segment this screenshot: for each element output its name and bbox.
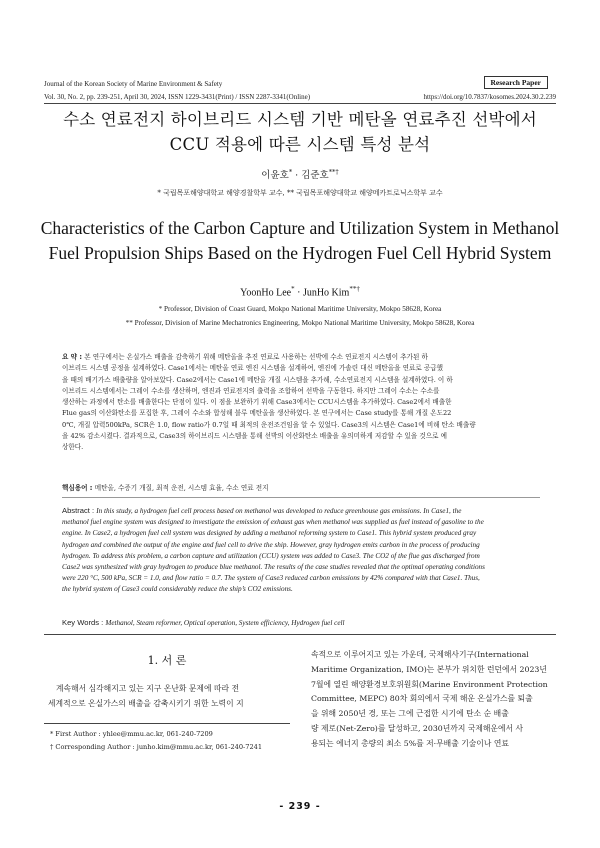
abstract-kr-line: 을 42% 감소시켰다. 결과적으로, Case3의 하이브리드 시스템을 통해 선박의 이산화탄소 배출을 유의미하게 저감할 수 있을 것으로 예 [62, 432, 447, 441]
keywords-kr-text: 메탄올, 수증기 개질, 최적 운전, 시스템 효율, 수소 연료 전지 [94, 484, 269, 492]
author-en-1-mark: * [291, 285, 295, 293]
doi-link[interactable]: https://doi.org/10.7837/kosomes.2024.30.2.239 [423, 93, 556, 101]
abstract-en-line: hydrogen. To address this problem, a carbon capture and utilization (CCU) system was added to Case3. The CO2 of the flue gas discharged from [62, 551, 480, 560]
body-line: 계속해서 심각해지고 있는 지구 온난화 문제에 따라 전 [56, 684, 240, 693]
author-en-1: YoonHo Lee [240, 287, 292, 299]
author-kr-2-mark: **† [328, 167, 339, 176]
keywords-kr-label: 핵심용어 : [62, 484, 95, 492]
author-en-separator: · [294, 287, 303, 299]
left-column-text [48, 682, 292, 712]
keywords-kr [62, 482, 540, 492]
abstract-en-line: hydrogen and combined the output of the engine and fuel cell to drive the ship. However, gray hydrogen emits carbon in the process of producing [62, 540, 480, 549]
abstract-kr-line: 생산하는 과정에서 탄소를 배출한다는 단점이 있다. 이 점을 보완하기 위해 Case3에서는 CCU시스템을 추가하였다. Case2에서 배출한 [62, 398, 452, 407]
keywords-divider [62, 497, 540, 498]
abstract-kr-label: 요 약 : [62, 353, 85, 361]
author-en-2-mark: **† [349, 285, 360, 293]
abstract-en-line: the hybrid system of Case3 could considerably reduce the ship’s CO2 emissions. [62, 585, 293, 594]
body-line: Maritime Organization, IMO)는 본부가 위치한 런던에서 2023년 [311, 664, 547, 674]
abstract-kr-line: 이브리드 시스템 공정을 설계하였다. Case1에서는 메탄올 연료 엔진 시스템을 설계하여, 엔진에 가솔린 대신 메탄올을 연료로 공급했 [62, 364, 443, 373]
abstract-kr-line: Flue gas의 이산화탄소를 포집한 후, 그레이 수소와 합성해 블루 메탄올을 생산하였다. 본 연구에서는 Case study를 통해 개질 온도22 [62, 409, 452, 418]
author-kr-2: 김준호 [301, 170, 329, 181]
affiliation-kr: * 국립목포해양대학교 해양경찰학부 교수, ** 국립목포해양대학교 해양메카트로닉스학부 교수 [157, 189, 443, 197]
page-number: - 239 - [279, 801, 321, 812]
abstract-kr-line: 을 때의 배기가스 배출량을 알아보았다. Case2에서는 Case1에 메탄올 개질 시스템을 추가해, 수소연료전지 시스템을 설계하였다. 이 하 [62, 375, 453, 384]
footnote-first-author: * First Author : yhlee@mmu.ac.kr, 061-240-7209 [50, 730, 213, 738]
abstract-kr [62, 352, 540, 454]
author-en-2: JunHo Kim [302, 287, 350, 299]
body-line: 을 위해 2050년 경, 또는 그에 근접한 시기에 탄소 순 배출 [311, 709, 509, 719]
title-kr-line1: 수소 연료전지 하이브리드 시스템 기반 메탄올 연료추진 선박에서 [63, 110, 537, 129]
header-rule [44, 103, 556, 104]
author-kr-1: 이윤호 [261, 170, 289, 181]
footnote-rule [44, 723, 290, 724]
journal-name: Journal of the Korean Society of Marine Environment & Safety [44, 80, 223, 88]
abstract-kr-line: 본 연구에서는 온실가스 배출을 감축하기 위해 메탄올을 추진 연료로 사용하는 선박에 수소 연료전지 시스템이 추가된 하 [84, 353, 428, 361]
abstract-en-line: In this study, a hydrogen fuel cell process based on methanol was developed to reduce greenhouse gas emissions. In Case1, the [96, 507, 462, 515]
affiliation-en-2: ** Professor, Division of Marine Mechatronics Engineering, Mokpo National Maritime University, Mokpo 58628, Korea [125, 319, 475, 327]
authors-kr [0, 167, 600, 181]
title-kr-line2: CCU 적용에 따른 시스템 특성 분석 [169, 135, 431, 154]
abstract-en-line: methanol fuel engine system was designed to investigate the emission of exhaust gas when methanol was supplied as fuel instead of gasoline to the [62, 518, 484, 527]
author-separator: · [292, 170, 302, 181]
body-line: 세계적으로 온실가스의 배출을 감축시키기 위한 노력이 지 [48, 698, 244, 708]
body-line: Committee, MEPC) 80차 회의에서 국제 해운 온실가스를 퇴출 [311, 694, 533, 704]
keywords-en-text: Methanol, Steam reformer, Optical operation, System efficiency, Hydrogen fuel cell [105, 619, 345, 627]
abstract-kr-line: 이브리드 시스템에서는 그레이 수소를 생산하며, 엔진과 연료전지의 출력을 조합하여 선박을 구동한다. 하지만 그레이 수소는 수소를 [62, 386, 440, 395]
title-en-line1: Characteristics of the Carbon Capture and Utilization System in Methanol [40, 218, 560, 238]
abstract-en-label: Abstract : [62, 506, 97, 515]
authors-en [0, 285, 600, 298]
abstract-kr-line: 상한다. [62, 443, 84, 452]
keywords-en [62, 618, 540, 627]
abstract-en [62, 505, 540, 596]
body-line: 량 제로(Net-Zero)를 달성하고, 2030년까지 국제해운에서 사 [311, 723, 524, 733]
body-line: 7월에 열린 해양환경보호위원회(Marine Environment Protection [311, 679, 548, 689]
body-line: 속적으로 이루어지고 있는 가운데, 국제해사기구(International [311, 650, 529, 659]
author-kr-1-mark: * [288, 167, 293, 176]
abstract-en-line: Case2 was synthesized with gray hydrogen to produce blue methanol. The results of the case studies revealed that the optimal operating conditions [62, 563, 485, 572]
abstract-bottom-rule [44, 634, 556, 635]
abstract-kr-line: 0℃, 개질 압력500kPa, SCR은 1.0, flow ratio가 0.7일 때 최적의 운전조건임을 알 수 있었다. Case3의 시스템은 Case1에 비해 탄소 배출량 [62, 420, 476, 429]
keywords-en-label: Key Words : [62, 618, 106, 627]
footnote-corresponding-author: † Corresponding Author : junho.kim@mmu.ac.kr, 061-240-7241 [50, 743, 263, 751]
title-en-line2: Fuel Propulsion Ships Based on the Hydrogen Fuel Cell Hybrid System [48, 243, 552, 263]
right-column-text [311, 648, 556, 752]
article-type-badge: Research Paper [484, 76, 548, 89]
abstract-en-line: engine. In Case2, a hydrogen fuel cell system was designed by adding a methanol reforming system to Case1. This hybrid system produced gray [62, 529, 477, 538]
section-heading-introduction: 1. 서 론 [147, 654, 187, 667]
volume-info: Vol. 30, No. 2, pp. 239-251, April 30, 2024, ISSN 1229-3431(Print) / ISSN 2287-3341(Online) [44, 93, 311, 101]
affiliation-en-1: * Professor, Division of Coast Guard, Mokpo National Maritime University, Mokpo 58628, Korea [158, 305, 442, 313]
body-line: 용되는 에너지 총량의 최소 5%를 저·무배출 기술이나 연료 [311, 738, 509, 748]
abstract-en-line: were 220 °C, 500 kPa, SCR = 1.0, and flow ratio = 0.7. The system of Case3 reduced carbon emissions by 42% compared with that Case1. Thus, [62, 574, 480, 583]
